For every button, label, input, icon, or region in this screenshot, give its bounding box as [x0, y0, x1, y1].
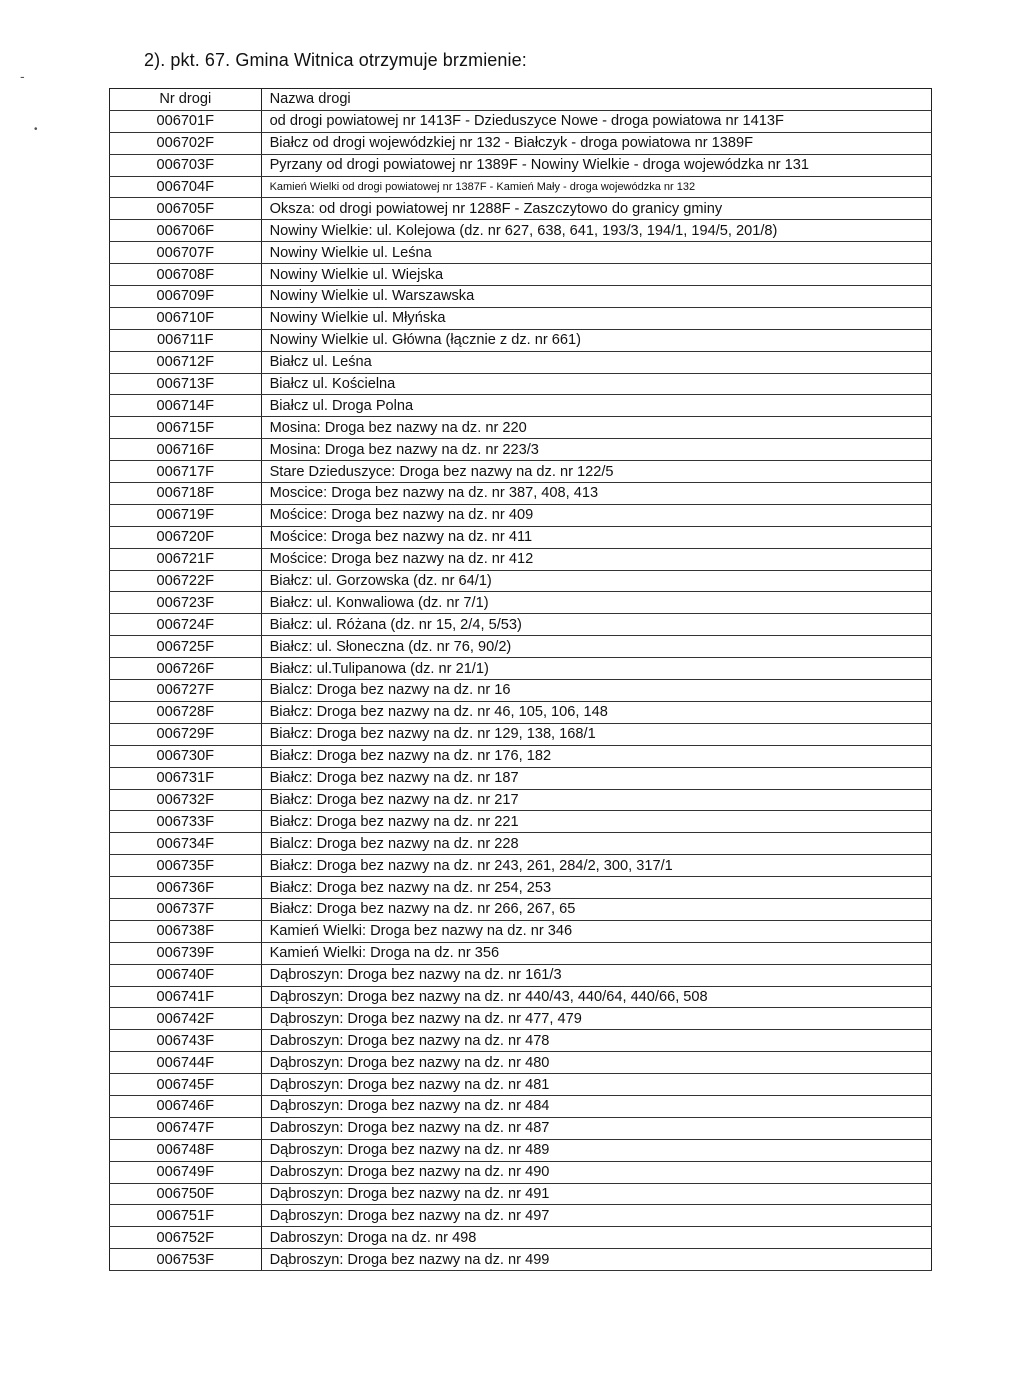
- road-name-cell: Białcz: Droga bez nazwy na dz. nr 266, 267, 65: [261, 898, 931, 920]
- road-number-cell: 006712F: [110, 351, 262, 373]
- road-name-cell: Dąbroszyn: Droga bez nazwy na dz. nr 489: [261, 1139, 931, 1161]
- road-number-cell: 006749F: [110, 1161, 262, 1183]
- road-number-cell: 006748F: [110, 1139, 262, 1161]
- table-row: [110, 483, 932, 505]
- road-name-cell: Białcz: ul. Gorzowska (dz. nr 64/1): [261, 570, 931, 592]
- table-header-row: [110, 89, 932, 111]
- table-row: [110, 1161, 932, 1183]
- page-heading: 2). pkt. 67. Gmina Witnica otrzymuje brzmienie:: [144, 50, 527, 70]
- road-number-cell: 006735F: [110, 855, 262, 877]
- road-number-cell: 006726F: [110, 658, 262, 680]
- table-row: [110, 986, 932, 1008]
- table-row: [110, 154, 932, 176]
- road-name-cell: Moscice: Droga bez nazwy na dz. nr 387, 408, 413: [261, 483, 931, 505]
- table-row: [110, 461, 932, 483]
- road-number-cell: 006731F: [110, 767, 262, 789]
- road-number-cell: 006722F: [110, 570, 262, 592]
- table-row: [110, 1030, 932, 1052]
- road-number-cell: 006718F: [110, 483, 262, 505]
- table-row: [110, 964, 932, 986]
- road-name-cell: Białcz: Droga bez nazwy na dz. nr 176, 182: [261, 745, 931, 767]
- road-name-cell: Oksza: od drogi powiatowej nr 1288F - Zaszczytowo do granicy gminy: [261, 198, 931, 220]
- table-row: [110, 614, 932, 636]
- table-row: [110, 942, 932, 964]
- road-name-cell: Dabroszyn: Droga bez nazwy na dz. nr 490: [261, 1161, 931, 1183]
- table-row: [110, 570, 932, 592]
- road-name-cell: Dąbroszyn: Droga bez nazwy na dz. nr 481: [261, 1074, 931, 1096]
- margin-mark: •: [34, 124, 38, 135]
- road-number-cell: 006729F: [110, 723, 262, 745]
- road-name-cell: Białcz ul. Kościelna: [261, 373, 931, 395]
- table-row: [110, 701, 932, 723]
- table-row: [110, 1117, 932, 1139]
- table-row: [110, 920, 932, 942]
- table-row: [110, 1205, 932, 1227]
- road-name-cell: Białcz: ul. Różana (dz. nr 15, 2/4, 5/53): [261, 614, 931, 636]
- table-row: [110, 286, 932, 308]
- road-name-cell: Dabroszyn: Droga bez nazwy na dz. nr 487: [261, 1117, 931, 1139]
- road-number-cell: 006743F: [110, 1030, 262, 1052]
- road-number-cell: 006753F: [110, 1249, 262, 1271]
- table-row: [110, 833, 932, 855]
- road-number-cell: 006709F: [110, 286, 262, 308]
- road-name-cell: Nowiny Wielkie: ul. Kolejowa (dz. nr 627, 638, 641, 193/3, 194/1, 194/5, 201/8): [261, 220, 931, 242]
- road-number-cell: 006739F: [110, 942, 262, 964]
- road-name-cell: Dąbroszyn: Droga bez nazwy na dz. nr 499: [261, 1249, 931, 1271]
- road-name-cell: Dabroszyn: Droga bez nazwy na dz. nr 478: [261, 1030, 931, 1052]
- road-number-cell: 006716F: [110, 439, 262, 461]
- table-row: [110, 592, 932, 614]
- road-name-cell: Białcz: ul. Słoneczna (dz. nr 76, 90/2): [261, 636, 931, 658]
- road-number-cell: 006728F: [110, 701, 262, 723]
- road-name-cell: Mosina: Droga bez nazwy na dz. nr 223/3: [261, 439, 931, 461]
- table-row: [110, 110, 932, 132]
- table-row: [110, 307, 932, 329]
- margin-mark: -: [20, 68, 25, 84]
- table-row: [110, 1052, 932, 1074]
- road-name-cell: Nowiny Wielkie ul. Młyńska: [261, 307, 931, 329]
- road-name-cell: Białcz ul. Droga Polna: [261, 395, 931, 417]
- road-name-cell: Białcz: ul.Tulipanowa (dz. nr 21/1): [261, 658, 931, 680]
- road-table: [109, 88, 932, 1271]
- table-row: [110, 1139, 932, 1161]
- road-name-cell: Białcz: ul. Konwaliowa (dz. nr 7/1): [261, 592, 931, 614]
- road-number-cell: 006734F: [110, 833, 262, 855]
- table-row: [110, 1249, 932, 1271]
- road-name-cell: Mosina: Droga bez nazwy na dz. nr 220: [261, 417, 931, 439]
- road-name-cell: Nowiny Wielkie ul. Wiejska: [261, 264, 931, 286]
- table-row: [110, 417, 932, 439]
- road-number-cell: 006714F: [110, 395, 262, 417]
- table-row: [110, 329, 932, 351]
- road-name-cell: Nowiny Wielkie ul. Warszawska: [261, 286, 931, 308]
- road-name-cell: Białcz: Droga bez nazwy na dz. nr 243, 261, 284/2, 300, 317/1: [261, 855, 931, 877]
- road-name-cell: Kamień Wielki: Droga bez nazwy na dz. nr 346: [261, 920, 931, 942]
- road-number-cell: 006752F: [110, 1227, 262, 1249]
- road-number-cell: 006725F: [110, 636, 262, 658]
- table-row: [110, 855, 932, 877]
- road-name-cell: Dąbroszyn: Droga bez nazwy na dz. nr 484: [261, 1095, 931, 1117]
- road-name-cell: Pyrzany od drogi powiatowej nr 1389F - Nowiny Wielkie - droga wojewódzka nr 131: [261, 154, 931, 176]
- road-number-cell: 006720F: [110, 526, 262, 548]
- table-row: [110, 877, 932, 899]
- road-name-cell: Białcz ul. Leśna: [261, 351, 931, 373]
- road-number-cell: 006717F: [110, 461, 262, 483]
- road-number-cell: 006702F: [110, 132, 262, 154]
- road-number-cell: 006723F: [110, 592, 262, 614]
- road-number-cell: 006747F: [110, 1117, 262, 1139]
- road-number-cell: 006733F: [110, 811, 262, 833]
- table-row: [110, 242, 932, 264]
- road-name-cell: Nowiny Wielkie ul. Główna (łącznie z dz. nr 661): [261, 329, 931, 351]
- road-number-cell: 006741F: [110, 986, 262, 1008]
- road-number-cell: 006732F: [110, 789, 262, 811]
- table-row: [110, 526, 932, 548]
- road-name-cell: Mościce: Droga bez nazwy na dz. nr 409: [261, 504, 931, 526]
- road-number-cell: 006707F: [110, 242, 262, 264]
- road-name-cell: Dąbroszyn: Droga bez nazwy na dz. nr 497: [261, 1205, 931, 1227]
- road-number-cell: 006719F: [110, 504, 262, 526]
- road-name-cell: Dąbroszyn: Droga bez nazwy na dz. nr 480: [261, 1052, 931, 1074]
- road-number-cell: 006724F: [110, 614, 262, 636]
- table-body: [110, 110, 932, 1270]
- table-row: [110, 176, 932, 198]
- road-name-cell: Stare Dzieduszyce: Droga bez nazwy na dz. nr 122/5: [261, 461, 931, 483]
- header-nazwa-drogi: Nazwa drogi: [261, 89, 931, 111]
- road-name-cell: Białcz od drogi wojewódzkiej nr 132 - Białczyk - droga powiatowa nr 1389F: [261, 132, 931, 154]
- table-row: [110, 351, 932, 373]
- table-row: [110, 1183, 932, 1205]
- road-name-cell: Białcz: Droga bez nazwy na dz. nr 254, 253: [261, 877, 931, 899]
- table-row: [110, 767, 932, 789]
- table-row: [110, 658, 932, 680]
- road-name-cell: Białcz: Droga bez nazwy na dz. nr 187: [261, 767, 931, 789]
- road-number-cell: 006721F: [110, 548, 262, 570]
- road-number-cell: 006742F: [110, 1008, 262, 1030]
- road-number-cell: 006750F: [110, 1183, 262, 1205]
- road-number-cell: 006705F: [110, 198, 262, 220]
- road-number-cell: 006706F: [110, 220, 262, 242]
- road-name-cell: Bialcz: Droga bez nazwy na dz. nr 16: [261, 680, 931, 702]
- road-name-cell: Białcz: Droga bez nazwy na dz. nr 129, 138, 168/1: [261, 723, 931, 745]
- table-row: [110, 439, 932, 461]
- road-number-cell: 006746F: [110, 1095, 262, 1117]
- table-row: [110, 504, 932, 526]
- road-number-cell: 006740F: [110, 964, 262, 986]
- road-name-cell: Dąbroszyn: Droga bez nazwy na dz. nr 161/3: [261, 964, 931, 986]
- road-number-cell: 006704F: [110, 176, 262, 198]
- table-row: [110, 745, 932, 767]
- table-row: [110, 636, 932, 658]
- road-number-cell: 006715F: [110, 417, 262, 439]
- table-row: [110, 198, 932, 220]
- road-name-cell: Kamień Wielki od drogi powiatowej nr 1387F - Kamień Mały - droga wojewódzka nr 132: [261, 176, 931, 198]
- road-name-cell: Dąbroszyn: Droga bez nazwy na dz. nr 440/43, 440/64, 440/66, 508: [261, 986, 931, 1008]
- table-row: [110, 1074, 932, 1096]
- road-number-cell: 006736F: [110, 877, 262, 899]
- road-number-cell: 006751F: [110, 1205, 262, 1227]
- table-row: [110, 1095, 932, 1117]
- road-number-cell: 006737F: [110, 898, 262, 920]
- road-name-cell: Mościce: Droga bez nazwy na dz. nr 411: [261, 526, 931, 548]
- road-name-cell: Białcz: Droga bez nazwy na dz. nr 217: [261, 789, 931, 811]
- road-name-cell: Dąbroszyn: Droga bez nazwy na dz. nr 477, 479: [261, 1008, 931, 1030]
- road-name-cell: Białcz: Droga bez nazwy na dz. nr 46, 105, 106, 148: [261, 701, 931, 723]
- header-nr-drogi: Nr drogi: [110, 89, 262, 111]
- table-row: [110, 1008, 932, 1030]
- table-row: [110, 811, 932, 833]
- table-row: [110, 1227, 932, 1249]
- road-number-cell: 006745F: [110, 1074, 262, 1096]
- road-number-cell: 006703F: [110, 154, 262, 176]
- table-row: [110, 789, 932, 811]
- road-name-cell: Bialcz: Droga bez nazwy na dz. nr 228: [261, 833, 931, 855]
- road-number-cell: 006708F: [110, 264, 262, 286]
- road-name-cell: Białcz: Droga bez nazwy na dz. nr 221: [261, 811, 931, 833]
- table-row: [110, 132, 932, 154]
- road-name-cell: Dabroszyn: Droga na dz. nr 498: [261, 1227, 931, 1249]
- road-name-cell: Dąbroszyn: Droga bez nazwy na dz. nr 491: [261, 1183, 931, 1205]
- table-row: [110, 220, 932, 242]
- road-name-cell: Kamień Wielki: Droga na dz. nr 356: [261, 942, 931, 964]
- road-number-cell: 006711F: [110, 329, 262, 351]
- road-number-cell: 006744F: [110, 1052, 262, 1074]
- road-number-cell: 006713F: [110, 373, 262, 395]
- road-number-cell: 006710F: [110, 307, 262, 329]
- road-number-cell: 006730F: [110, 745, 262, 767]
- road-name-cell: Nowiny Wielkie ul. Leśna: [261, 242, 931, 264]
- table-row: [110, 264, 932, 286]
- road-number-cell: 006738F: [110, 920, 262, 942]
- table-row: [110, 548, 932, 570]
- table-row: [110, 898, 932, 920]
- road-number-cell: 006701F: [110, 110, 262, 132]
- road-number-cell: 006727F: [110, 680, 262, 702]
- table-row: [110, 723, 932, 745]
- table-row: [110, 373, 932, 395]
- road-name-cell: Mościce: Droga bez nazwy na dz. nr 412: [261, 548, 931, 570]
- table-row: [110, 680, 932, 702]
- table-row: [110, 395, 932, 417]
- road-name-cell: od drogi powiatowej nr 1413F - Dzieduszyce Nowe - droga powiatowa nr 1413F: [261, 110, 931, 132]
